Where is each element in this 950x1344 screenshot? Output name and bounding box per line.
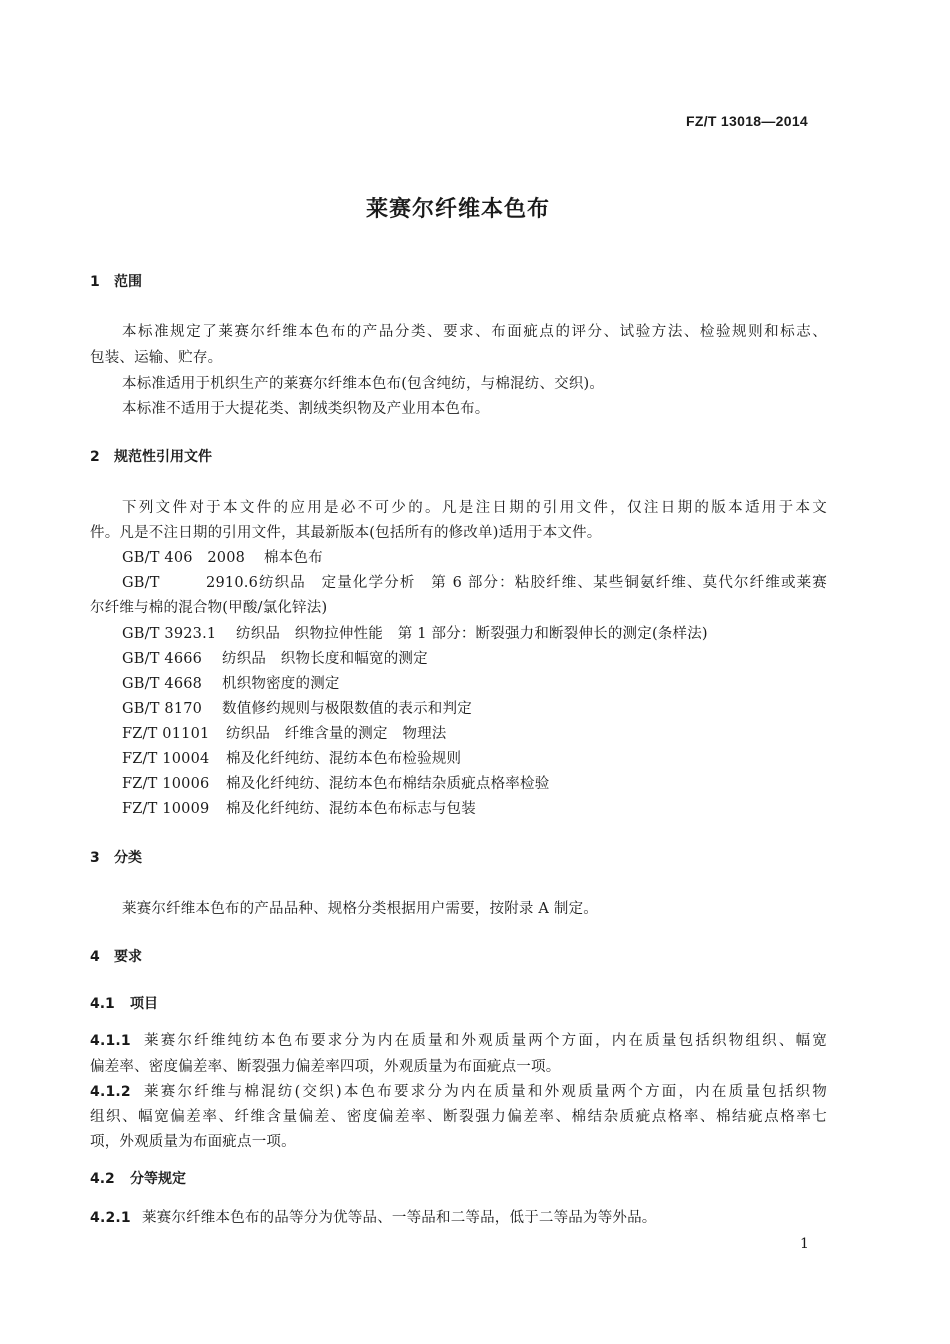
clause-number: 4.2.1 [90, 1210, 131, 1226]
reference-item [122, 697, 472, 718]
paragraph-line: 偏差率、密度偏差率、断裂强力偏差率四项，外观质量为布面疵点一项。 [90, 1059, 561, 1075]
clause-text: 莱赛尔纤维本色布的品等分为优等品、一等品和二等品，低于二等品为等外品。 [142, 1210, 657, 1226]
reference-title: 数值修约规则与极限数值的表示和判定 [222, 701, 472, 717]
paragraph-line: 包装、运输、贮存。 [90, 350, 223, 366]
page-number: 1 [800, 1236, 809, 1252]
reference-item [122, 722, 447, 743]
reference-title: 棉及化纤纯纺、混纺本色布标志与包装 [226, 801, 476, 817]
standard-number: FZ/T 13018—2014 [686, 113, 809, 129]
reference-code: GB/T 406 2008 [122, 550, 246, 566]
subsection-number: 4.2 [90, 1171, 115, 1187]
subsection-title: 分等规定 [130, 1171, 186, 1187]
reference-title: 棉本色布 [264, 550, 323, 566]
reference-code: FZ/T 01101 [122, 726, 210, 742]
reference-item [122, 571, 827, 592]
reference-code: GB/T 4666 [122, 651, 203, 667]
subsection-4-1-heading [90, 993, 158, 1013]
section-number: 4 [90, 949, 100, 965]
paragraph-line: 本标准规定了莱赛尔纤维本色布的产品分类、要求、布面疵点的评分、试验方法、检验规则和标志、 [122, 324, 827, 340]
section-title: 要求 [114, 949, 142, 965]
paragraph-line: 件。凡是不注日期的引用文件，其最新版本(包括所有的修改单)适用于本文件。 [90, 525, 602, 541]
reference-item [122, 747, 461, 768]
section-number: 1 [90, 274, 100, 290]
reference-code: FZ/T 10004 [122, 751, 210, 767]
section-number: 3 [90, 850, 100, 866]
section-3-heading [90, 847, 142, 867]
reference-code: FZ/T 10006 [122, 776, 210, 792]
section-1-heading [90, 271, 142, 291]
reference-code: GB/T 3923.1 [122, 626, 217, 642]
paragraph-line: 项，外观质量为布面疵点一项。 [90, 1134, 296, 1150]
reference-continuation: 尔纤维与棉的混合物(甲酸/氯化锌法) [90, 600, 328, 616]
reference-item [122, 647, 428, 668]
clause-number: 4.1.1 [90, 1033, 131, 1049]
section-2-heading [90, 446, 212, 466]
clause-text: 莱赛尔纤维纯纺本色布要求分为内在质量和外观质量两个方面，内在质量包括织物组织、幅宽 [142, 1033, 827, 1049]
subsection-number: 4.1 [90, 996, 115, 1012]
reference-item [122, 772, 549, 793]
section-number: 2 [90, 449, 100, 465]
reference-title: 机织物密度的测定 [222, 676, 340, 692]
reference-title: 纺织品 织物拉伸性能 第 1 部分：断裂强力和断裂伸长的测定(条样法) [236, 626, 708, 642]
reference-title: 棉及化纤纯纺、混纺本色布棉结杂质疵点格率检验 [226, 776, 550, 792]
paragraph-line: 下列文件对于本文件的应用是必不可少的。凡是注日期的引用文件，仅注日期的版本适用于本文 [122, 500, 827, 516]
clause-4-1-2 [90, 1080, 827, 1101]
section-title: 范围 [114, 274, 142, 290]
reference-code: GB/T 4668 [122, 676, 203, 692]
paragraph: 莱赛尔纤维本色布的产品品种、规格分类根据用户需要，按附录 A 制定。 [122, 901, 598, 917]
clause-4-2-1 [90, 1206, 657, 1227]
subsection-title: 项目 [130, 996, 158, 1012]
section-4-heading [90, 946, 142, 966]
section-title: 分类 [114, 850, 142, 866]
reference-title: 棉及化纤纯纺、混纺本色布检验规则 [226, 751, 462, 767]
reference-item [122, 546, 323, 567]
reference-title: 纺织品 织物长度和幅宽的测定 [222, 651, 428, 667]
reference-title: 纺织品 纤维含量的测定 物理法 [226, 726, 447, 742]
reference-item [122, 622, 708, 643]
reference-code: FZ/T 10009 [122, 801, 210, 817]
reference-code: GB/T 2910.6 [122, 575, 258, 591]
reference-item [122, 672, 340, 693]
clause-4-1-1 [90, 1029, 827, 1050]
clause-number: 4.1.2 [90, 1084, 131, 1100]
subsection-4-2-heading [90, 1168, 186, 1188]
reference-title: 纺织品 定量化学分析 第 6 部分：粘胶纤维、某些铜氨纤维、莫代尔纤维或莱赛 [258, 575, 827, 591]
paragraph: 本标准适用于机织生产的莱赛尔纤维本色布(包含纯纺，与棉混纺、交织)。 [122, 376, 605, 392]
paragraph-line: 组织、幅宽偏差率、纤维含量偏差、密度偏差率、断裂强力偏差率、棉结杂质疵点格率、棉结疵点格率七 [90, 1109, 827, 1125]
reference-code: GB/T 8170 [122, 701, 203, 717]
clause-text: 莱赛尔纤维与棉混纺(交织)本色布要求分为内在质量和外观质量两个方面，内在质量包括织物 [142, 1084, 827, 1100]
paragraph: 本标准不适用于大提花类、割绒类织物及产业用本色布。 [122, 401, 490, 417]
document-title: 莱赛尔纤维本色布 [365, 197, 550, 222]
section-title: 规范性引用文件 [114, 449, 212, 465]
reference-item [122, 797, 476, 818]
